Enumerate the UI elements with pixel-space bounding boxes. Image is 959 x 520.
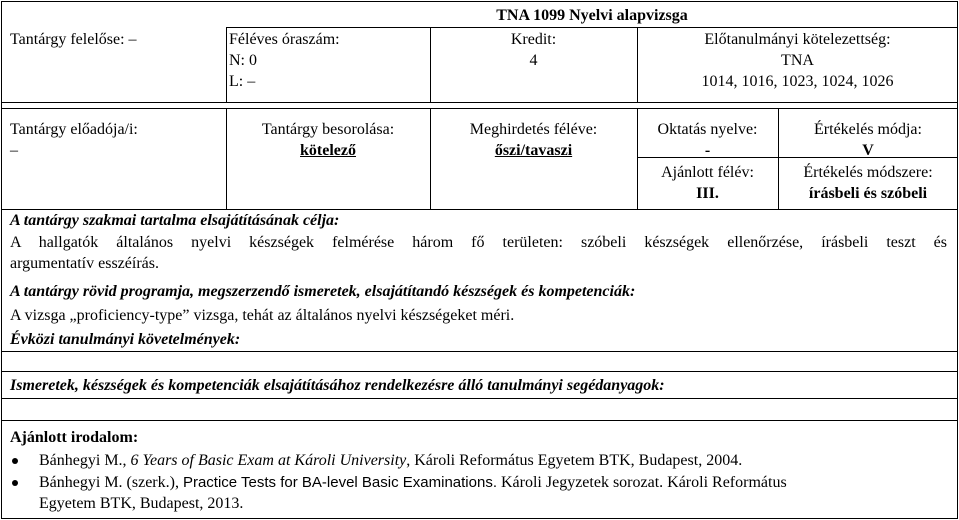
lit1-rest: , Károli Református Egyetem BTK, Budapest, 2004. (406, 452, 743, 469)
vrule-r1-1 (226, 27, 227, 102)
lit2-author: Bánhegyi M. (szerk.), (39, 474, 183, 491)
border-left (1, 1, 2, 519)
program-text: A vizsga „proficiency-type” vizsga, tehát az általános nyelvi készségeket méri. (10, 307, 515, 324)
oraszam-l: L: – (229, 73, 256, 90)
ertekeles-label: Értékelés módja: (814, 121, 922, 138)
bullet-icon (12, 480, 18, 486)
irodalom-heading: Ajánlott irodalom: (10, 429, 139, 446)
ajanlott-value: III. (696, 185, 719, 202)
literature-item-2-cont: Egyetem BTK, Budapest, 2013. (39, 495, 244, 512)
elotanulmany-value-1: TNA (781, 52, 814, 69)
rule-row1b (1, 108, 958, 109)
rule-evkozi-b (1, 371, 958, 372)
eloado-label: Tantárgy előadója/i: (10, 121, 138, 138)
felelos-label: Tantárgy felelőse: – (10, 31, 137, 48)
rule-row2 (1, 209, 958, 210)
elotanulmany-value-2: 1014, 1016, 1023, 1024, 1026 (701, 73, 894, 90)
nyelv-value: - (704, 142, 711, 159)
border-bottom (1, 518, 958, 519)
literature-item-1 (39, 451, 742, 471)
meghirdetes-value: őszi/tavaszi (494, 142, 573, 159)
besorolas-value: kötelező (300, 142, 356, 159)
lit2-rest-1: Károli Jegyzetek sorozat. Károli Református (496, 474, 787, 491)
evkozi-heading: Évközi tanulmányi követelmények: (10, 331, 241, 348)
rule-evkozi (1, 351, 958, 352)
modszer-label: Értékelés módszere: (803, 164, 933, 181)
cel-text-line-1: A hallgatók általános nyelvi készségek felmérése három fő területen: szóbeli készségek ellenőrzése, írásbeli teszt és (10, 234, 947, 251)
rule-seged-b (1, 420, 958, 421)
rule-row1 (1, 102, 958, 103)
lit2-title: Practice Tests for BA-level Basic Examinations. (182, 474, 497, 491)
eloado-value: – (10, 142, 18, 159)
segedanyag-heading: Ismeretek, készségek és kompetenciák elsajátításához rendelkezésre álló tanulmányi segédanyagok: (10, 377, 665, 394)
ertekeles-value: V (862, 142, 874, 159)
meghirdetes-label: Meghirdetés féléve: (469, 121, 598, 138)
nyelv-label: Oktatás nyelve: (657, 121, 758, 138)
literature-item-2 (39, 473, 787, 493)
bullet-icon (12, 458, 18, 464)
rule-title (226, 27, 958, 28)
rule-seged (1, 398, 958, 399)
ajanlott-label: Ajánlott félév: (661, 164, 754, 181)
cel-text-line-2: argumentatív esszéírás. (10, 255, 159, 272)
kredit-value: 4 (529, 52, 538, 69)
lit1-author: Bánhegyi M., (39, 452, 131, 469)
border-top (1, 1, 958, 2)
program-heading: A tantárgy rövid programja, megszerzendő ismeretek, elsajátítandó készségek és kompetenciák: (10, 283, 636, 300)
elotanulmany-label: Előtanulmányi kötelezettség: (704, 31, 891, 48)
besorolas-label: Tantárgy besorolása: (261, 121, 395, 138)
modszer-value: írásbeli és szóbeli (808, 185, 928, 202)
cel-heading: A tantárgy szakmai tartalma elsajátításának célja: (10, 212, 340, 229)
kredit-label: Kredit: (510, 31, 557, 48)
course-title: TNA 1099 Nyelvi alapvizsga (496, 7, 688, 24)
oraszam-n: N: 0 (229, 52, 257, 69)
lit1-title: 6 Years of Basic Exam at Károli University (130, 452, 407, 469)
oraszam-label: Féléves óraszám: (229, 31, 340, 48)
